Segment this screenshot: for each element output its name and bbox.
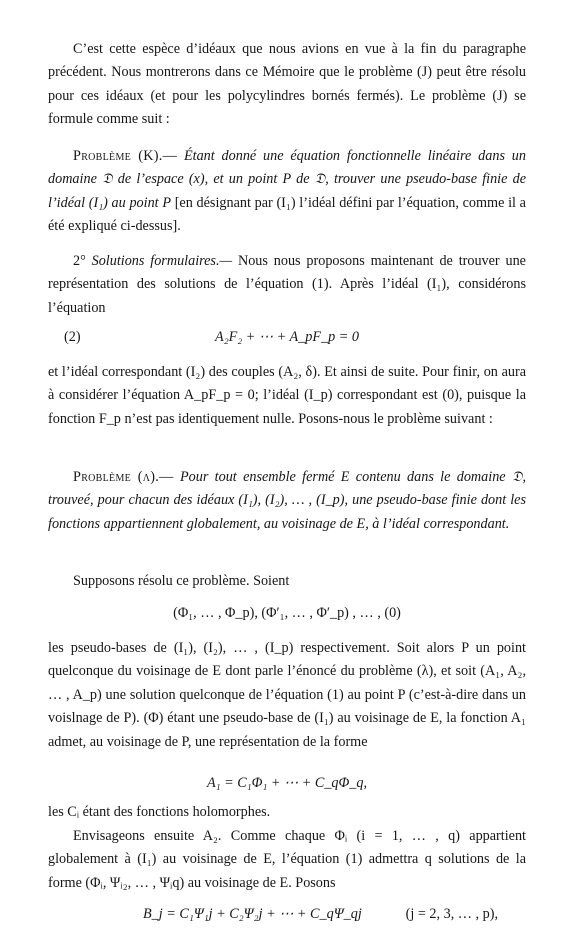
equation-bj-range: (j = 2, 3, … , p), [405, 906, 498, 922]
paragraph-intro-text: C’est cette espèce d’idéaux que nous avions en vue à la fin du paragraphe précédent. Nous montrerons dans ce Mémoire que le problème (J) peut être résolu pour ces idéaux (et pour les polycylindres bornés fermés). Le problème (J) se formule comme suit : [48, 41, 526, 128]
paragraph-ideal-text: et l’idéal correspondant (I₂) des couples (A₂, δ). Et ainsi de suite. Pour finir, on aura à considérer l’équation A_pF_p = 0; l’idéal (I_p) correspondant est (0), puisque la fonction F_p n’est pas identiquement nulle. Posons-nous le problème suivant : [48, 364, 526, 427]
equation-pseudo-bases [48, 601, 526, 625]
paragraph-pseudo-bases-text: les pseudo-bases de (I₁), (I₂), … , (I_p) respectivement. Soit alors P un point quelconque du voisinage de E dont parle l’énoncé du problème (λ), et soit (A₁, A₂, … , A_p) une solution quelconque de l’équation (1) au point P (c’est-à-dire dans un voislnage de P). (Φ) étant une pseudo-base de (I₁) au voisinage de E, la fonction A₁ admet, au voisinage de P, une représentation de la forme [48, 640, 526, 750]
equation-bj [48, 902, 526, 926]
equation-2 [48, 325, 526, 349]
paragraph-ideal [48, 361, 526, 431]
section-title: Solutions formulaires.— [91, 253, 233, 269]
paragraph-holomorphic [48, 801, 526, 824]
paragraph-suppose-text: Supposons résolu ce problème. Soient [73, 573, 290, 589]
equation-pseudo-bases-body: (Φ₁, … , Φ_p), (Φ′₁, … , Φ′_p) , … , (0) [173, 605, 401, 621]
paragraph-intro [48, 38, 526, 132]
equation-a1-body: A₁ = C₁Φ₁ + ⋯ + C_qΦ_q, [206, 775, 368, 791]
paragraph-holomorphic-text: les Cᵢ étant des fonctions holomorphes. [48, 804, 271, 820]
problem-lambda [48, 466, 526, 536]
section-2-text: Nous nous proposons maintenant de trouver une représentation des solutions de l’équation (1). Après l’idéal (I₁), considérons l’équation [48, 253, 526, 316]
problem-lambda-statement: Pour tout ensemble fermé E contenu dans le domaine 𝔇, trouveé, pour chacun des idéaux (I₁), (I₂), … , (I_p), une pseudo-base finie dont les fonctions appartiennent globalement, au voisinage de E, à l’idéal correspondant. [48, 469, 526, 532]
problem-lambda-heading: Problème (λ).— [73, 469, 174, 485]
problem-k-note: [en désignant par (I₁) l’idéal défini par l’équation, comme il a été expliqué ci-dessus]. [48, 194, 526, 235]
problem-k-statement: Étant donné une équation fonctionnelle linéaire dans un domaine 𝔇 de l’espace (x), et un point P de 𝔇, trouver une pseudo-base finie de l’idéal (I₁) au point P [48, 148, 526, 211]
equation-bj-body: B_j = C₁Ψ₁j + C₂Ψ₂j + ⋯ + C_qΨ_qj [143, 906, 362, 922]
paragraph-suppose [48, 570, 526, 593]
equation-2-body: A₂F₂ + ⋯ + A_pF_p = 0 [215, 329, 359, 345]
paragraph-a2 [48, 825, 526, 895]
paragraph-pseudo-bases [48, 637, 526, 754]
section-number: 2° [73, 253, 92, 269]
problem-k [48, 145, 526, 239]
paragraph-a2-text: Envisageons ensuite A₂. Comme chaque Φᵢ (i = 1, … , q) appartient globalement à (I₁) au voisinage de E, l’équation (1) admettra q solutions de la forme (Φᵢ, Ψᵢ₂, … , Ψᵢq) au voisinage de E. Posons [48, 828, 526, 891]
equation-number: (2) [64, 329, 81, 345]
problem-k-heading: Problème (K).— [73, 148, 178, 164]
equation-a1 [48, 771, 526, 795]
section-2-paragraph [48, 250, 526, 320]
